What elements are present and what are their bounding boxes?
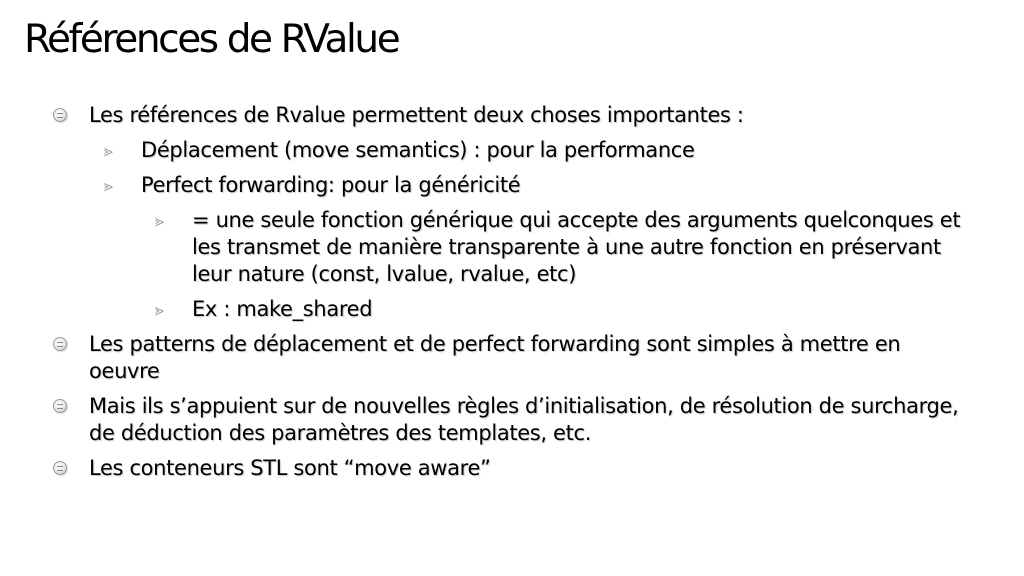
bullet-item bbox=[0, 331, 969, 385]
bullet-item bbox=[0, 172, 971, 199]
bullet-text: Perfect forwarding: pour la généricité bbox=[141, 173, 521, 197]
circle-arrow-icon bbox=[53, 461, 67, 475]
slide-title: Références de RValue bbox=[24, 17, 399, 62]
chevron-icon: ⪢ bbox=[104, 141, 113, 160]
chevron-icon: ⪢ bbox=[155, 211, 164, 230]
bullet-text: Déplacement (move semantics) : pour la performance bbox=[141, 138, 695, 162]
bullet-text: Les conteneurs STL sont “move aware” bbox=[89, 456, 491, 480]
bullet-item bbox=[0, 455, 969, 482]
bullet-item bbox=[0, 296, 972, 323]
bullet-text: Les patterns de déplacement et de perfect forwarding sont simples à mettre en oeuvre bbox=[89, 332, 901, 383]
bullet-text: Les références de Rvalue permettent deux choses importantes : bbox=[89, 103, 744, 127]
bullet-text: Ex : make_shared bbox=[192, 297, 373, 321]
bullet-item bbox=[0, 207, 972, 288]
circle-arrow-icon bbox=[53, 108, 67, 122]
bullet-item bbox=[0, 393, 969, 447]
bullet-item bbox=[0, 137, 971, 164]
circle-arrow-icon bbox=[53, 399, 67, 413]
chevron-icon: ⪢ bbox=[155, 300, 164, 319]
bullet-list bbox=[0, 102, 1024, 490]
bullet-text: Mais ils s’appuient sur de nouvelles règles d’initialisation, de résolution de surcharge, de déduction des paramètres des templates, etc. bbox=[89, 394, 959, 445]
chevron-icon: ⪢ bbox=[104, 176, 113, 195]
bullet-text: = une seule fonction générique qui accepte des arguments quelconques et les transmet de manière transparente à une autre fonction en préservant leur nature (const, lvalue, rvalue, etc) bbox=[192, 208, 961, 286]
bullet-item bbox=[0, 102, 969, 129]
circle-arrow-icon bbox=[53, 337, 67, 351]
